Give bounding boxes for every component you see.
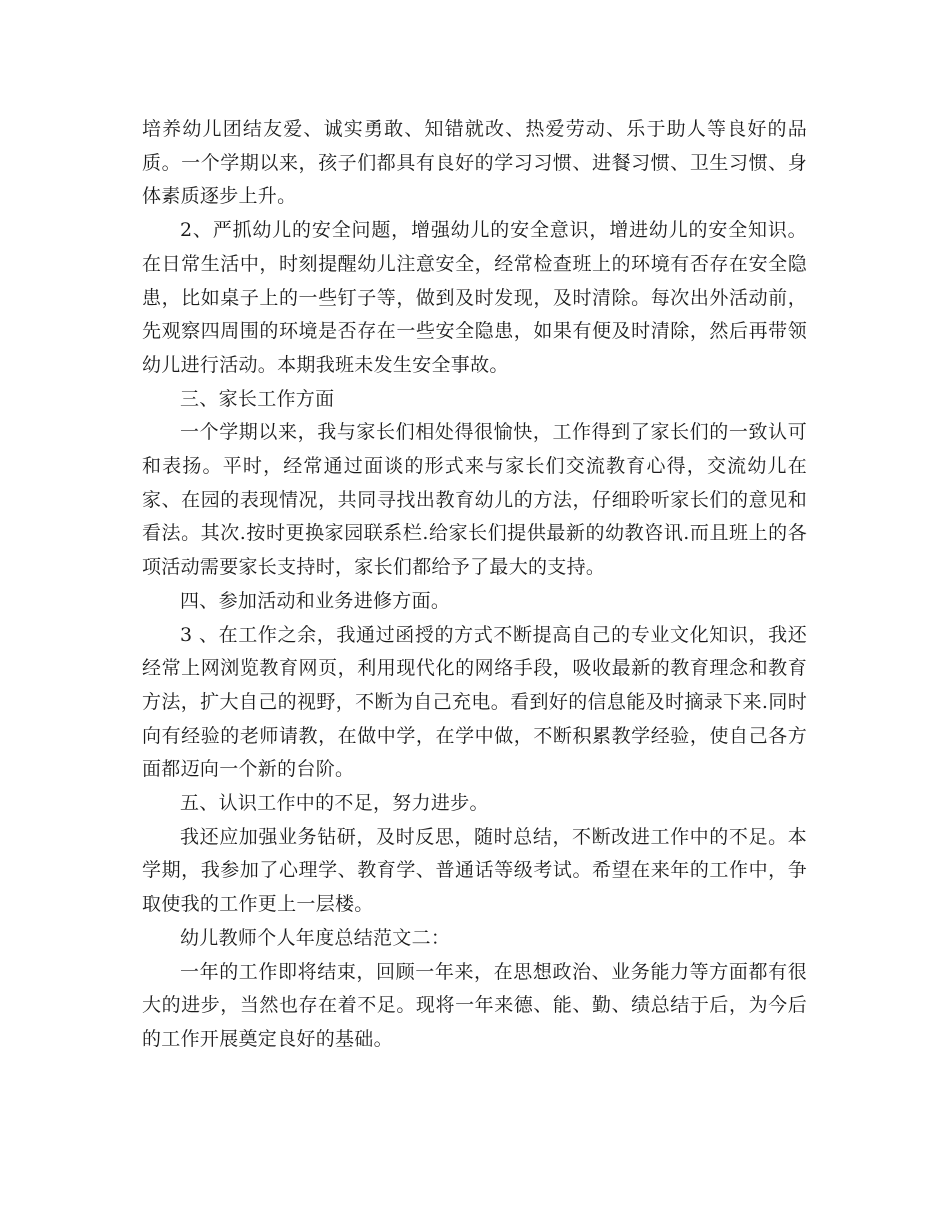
section-heading-shortcomings: 五、认识工作中的不足，努力进步。 [180,792,489,815]
paragraph-safety: 2、严抓幼儿的安全问题，增强幼儿的安全意识，增进幼儿的安全知识。在日常生活中，时刻提醒幼儿注意安全，经常检查班上的环境有否存在安全隐患，比如桌子上的一些钉子等，做到及时发现，及时清除。每次出外活动前，先观察四周围的环境是否存在一些安全隐患，如果有便及时清除，然后再带领幼儿进行活动。本期我班未发生安全事故。 [142,219,807,376]
paragraph-shortcomings: 我还应加强业务钻研，及时反思，随时总结，不断改进工作中的不足。本学期，我参加了心理学、教育学、普通话等级考试。希望在来年的工作中，争取使我的工作更上一层楼。 [142,825,807,916]
section-heading-parents: 三、家长工作方面 [180,387,335,410]
paragraph-sample-two: 一年的工作即将结束，回顾一年来，在思想政治、业务能力等方面都有很大的进步，当然也存在着不足。现将一年来德、能、勤、绩总结于后，为今后的工作开展奠定良好的基础。 [142,960,807,1050]
paragraph-activities: 3 、在工作之余，我通过函授的方式不断提高自己的专业文化知识，我还经常上网浏览教育网页，利用现代化的网络手段，吸收最新的教育理念和教育方法，扩大自己的视野，不断为自己充电。看到好的信息能及时摘录下来.同时向有经验的老师请教，在做中学，在学中做，不断积累教学经验，使自己各方面都迈向一个新的台阶。 [142,623,807,781]
paragraph-continuation: 培养幼儿团结友爱、诚实勇敢、知错就改、热爱劳动、乐于助人等良好的品质。一个学期以来，孩子们都具有良好的学习习惯、进餐习惯、卫生习惯、身体素质逐步上升。 [142,118,807,208]
paragraph-parents: 一个学期以来，我与家长们相处得很愉快，工作得到了家长们的一致认可和表扬。平时，经常通过面谈的形式来与家长们交流教育心得，交流幼儿在家、在园的表现情况，共同寻找出教育幼儿的方法，仔细聆听家长们的意见和看法。其次.按时更换家园联系栏.给家长们提供最新的幼教咨讯.而且班上的各项活动需要家长支持时，家长们都给予了最大的支持。 [142,421,807,579]
document-body [142,113,807,1057]
sample-heading-two: 幼儿教师个人年度总结范文二： [180,926,451,949]
section-heading-activities: 四、参加活动和业务进修方面。 [180,589,451,612]
